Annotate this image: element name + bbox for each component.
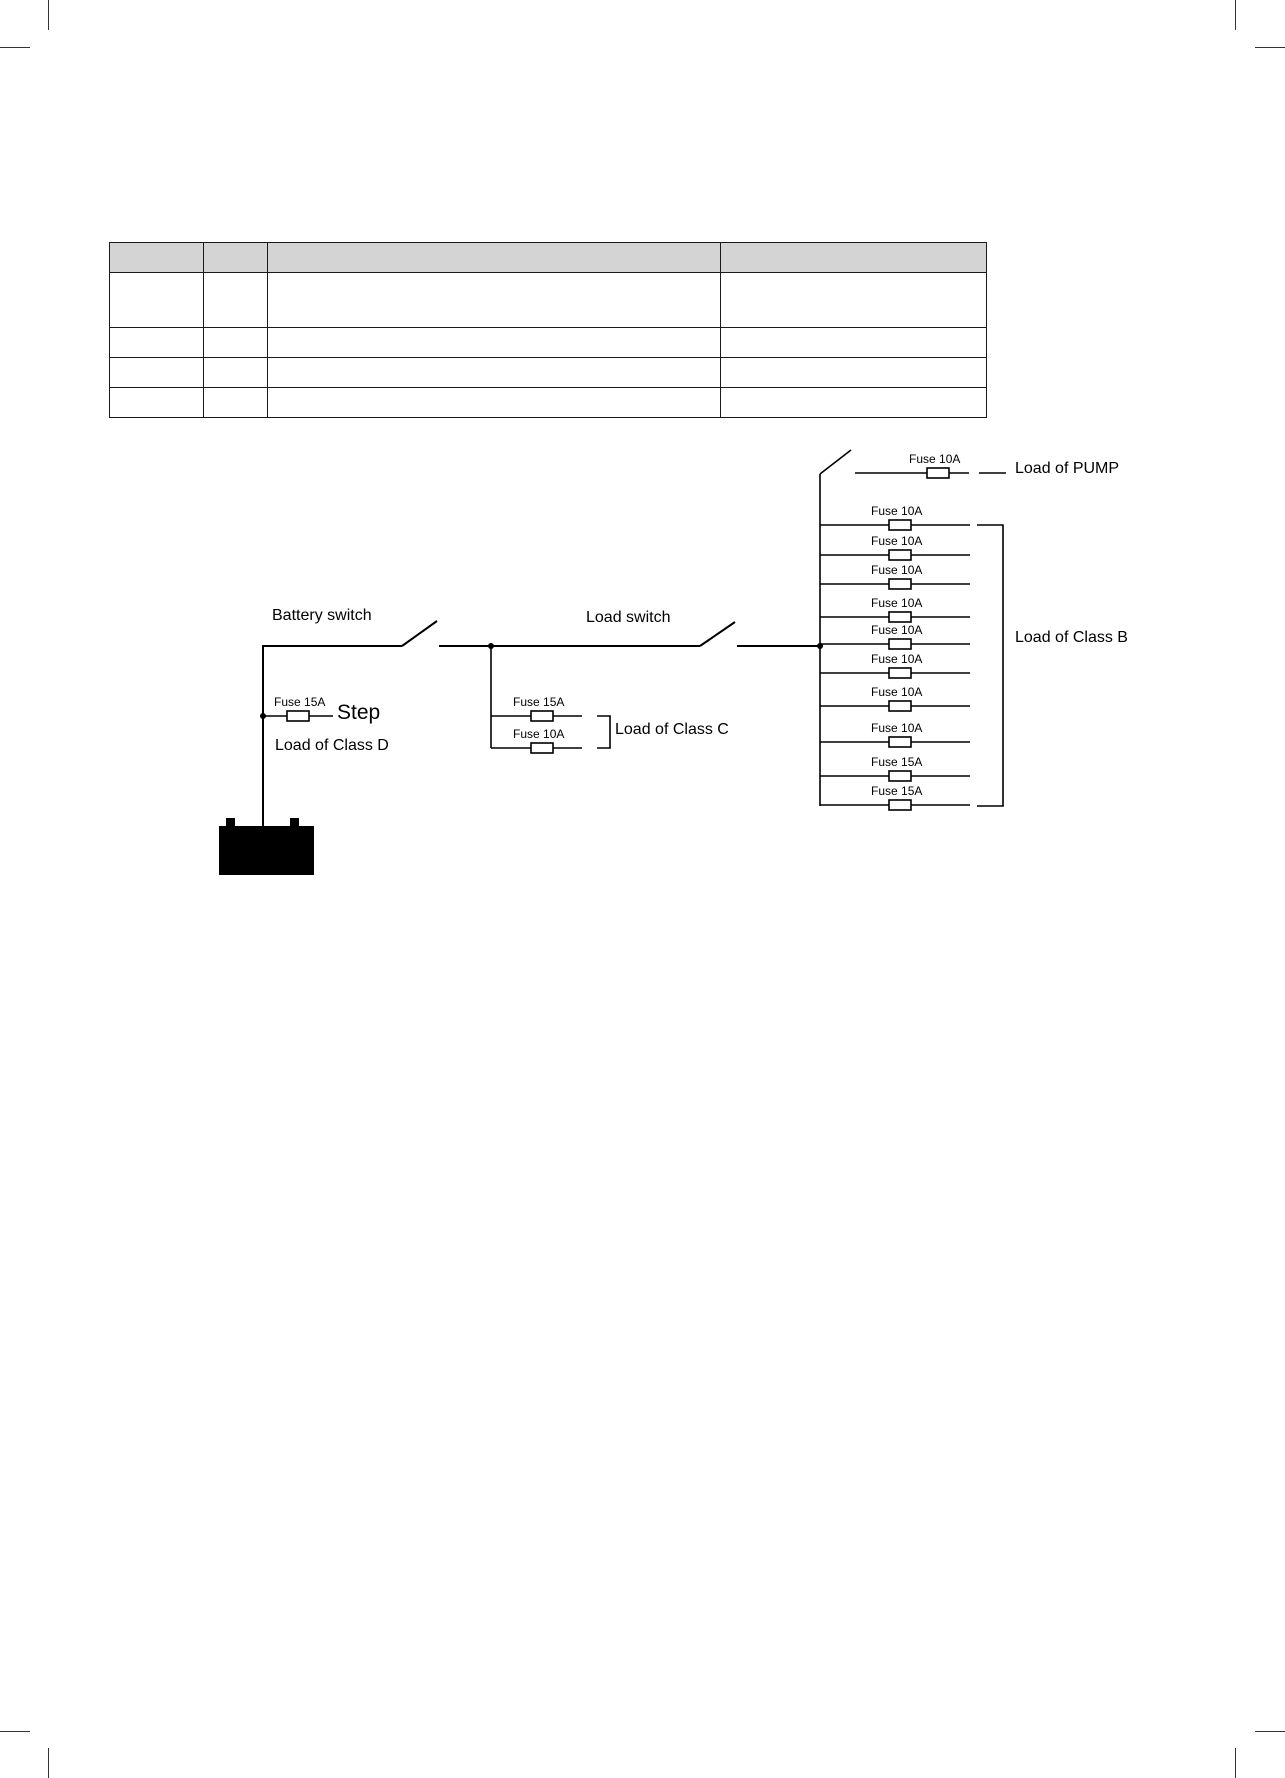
fuse-rating: 10A — [901, 534, 923, 548]
fuse-label — [513, 695, 564, 709]
fuse-rating: 15A — [901, 755, 923, 769]
fuse-word: Fuse — [871, 563, 898, 577]
fuse-label — [871, 784, 922, 798]
fuse-word: Fuse — [871, 534, 898, 548]
fuse-rating: 10A — [901, 563, 923, 577]
fuse-rating: 10A — [901, 652, 923, 666]
fuse-rating: 10A — [901, 596, 923, 610]
fuse-icon — [889, 639, 911, 649]
fuse-label — [909, 452, 960, 466]
fuse-icon — [889, 701, 911, 711]
fuse-rating: 10A — [901, 685, 923, 699]
fuse-rating: 10A — [543, 727, 565, 741]
fuse-label — [871, 623, 922, 637]
load-switch-blade — [700, 622, 735, 646]
battery-switch-blade — [402, 621, 437, 646]
fuse-word: Fuse — [871, 721, 898, 735]
fuse-rating: 10A — [901, 623, 923, 637]
fuse-word: Fuse — [871, 784, 898, 798]
fuse-rating: 15A — [304, 695, 326, 709]
fuse-icon — [531, 711, 553, 721]
fuse-word: Fuse — [871, 685, 898, 699]
load-switch-label: Load switch — [586, 609, 671, 626]
fuse-word: Fuse — [871, 623, 898, 637]
fuse-icon — [889, 771, 911, 781]
class-b-bracket — [977, 525, 1003, 806]
fuse-label — [871, 685, 922, 699]
fuse-label — [513, 727, 564, 741]
pump-switch-blade — [820, 450, 851, 474]
pump-label: Load of PUMP — [1015, 460, 1120, 477]
battery-switch-label: Battery switch — [272, 607, 372, 624]
fuse-label — [871, 596, 922, 610]
fuse-icon — [889, 737, 911, 747]
fuse-label — [871, 721, 922, 735]
class-b-branches — [820, 504, 970, 810]
fuse-word: Fuse — [871, 652, 898, 666]
fuse-word: Fuse — [513, 727, 540, 741]
class-c-bracket — [597, 716, 610, 748]
class-b-label: Load of Class B — [1015, 629, 1128, 646]
fuse-word: Fuse — [871, 596, 898, 610]
step-label: Step — [337, 701, 381, 724]
fuse-label — [274, 695, 325, 709]
fuse-label — [871, 534, 922, 548]
fuse-word: Fuse — [909, 452, 936, 466]
fuse-rating: 10A — [939, 452, 961, 466]
fuse-rating: 10A — [901, 504, 923, 518]
fuse-icon — [889, 800, 911, 810]
fuse-icon — [927, 468, 949, 478]
battery-riser-wire — [263, 646, 402, 826]
fuse-icon — [287, 711, 309, 721]
fuse-icon — [889, 550, 911, 560]
fuse-icon — [889, 668, 911, 678]
fuse-rating: 10A — [901, 721, 923, 735]
fuse-word: Fuse — [513, 695, 540, 709]
fuse-label — [871, 652, 922, 666]
fuse-word: Fuse — [871, 755, 898, 769]
fuse-icon — [889, 520, 911, 530]
fuse-word: Fuse — [274, 695, 301, 709]
fuse-rating: 15A — [543, 695, 565, 709]
battery-icon — [219, 818, 314, 875]
class-d-label: Load of Class D — [275, 737, 389, 754]
fuse-icon — [889, 579, 911, 589]
fuse-rating: 15A — [901, 784, 923, 798]
fuse-label — [871, 563, 922, 577]
fuse-word: Fuse — [871, 504, 898, 518]
fuse-icon — [531, 743, 553, 753]
class-c-label: Load of Class C — [615, 721, 729, 738]
fuse-label — [871, 755, 922, 769]
fuse-icon — [889, 612, 911, 622]
fuse-label — [871, 504, 922, 518]
